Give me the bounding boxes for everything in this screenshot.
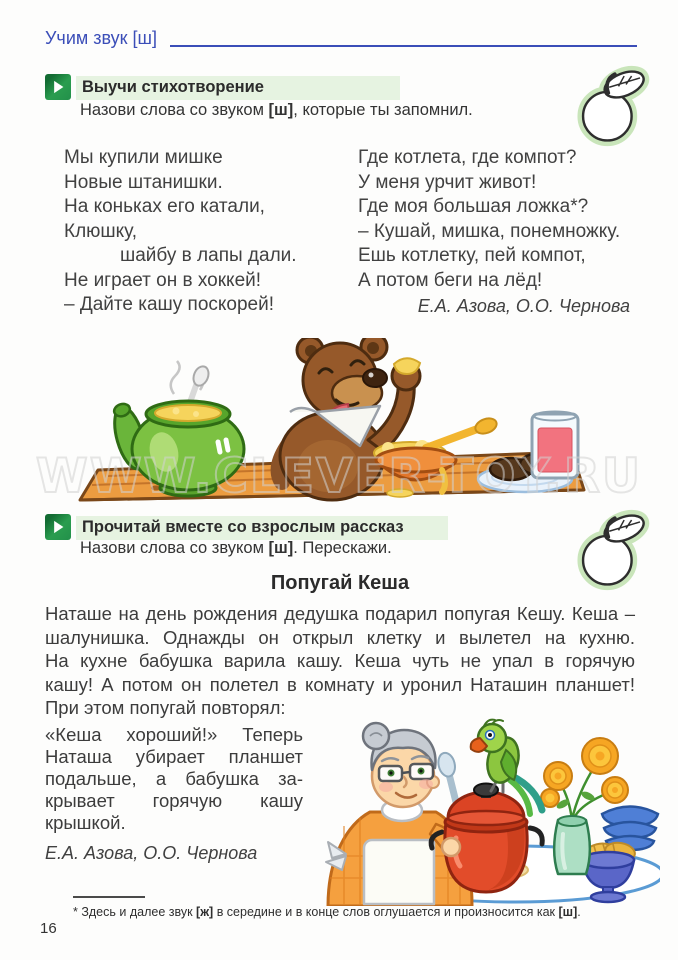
story-line: «Кеша хороший!» Теперь bbox=[45, 724, 303, 745]
poem-line: А потом беги на лёд! bbox=[358, 269, 543, 291]
watermark: WWW.CLEVER-TOY.RU bbox=[35, 449, 643, 504]
grandma-illustration bbox=[300, 706, 660, 906]
apple-sticker-icon bbox=[570, 62, 654, 148]
section1-heading: Выучи стихотворение bbox=[76, 76, 400, 100]
story-wrap-column bbox=[45, 724, 303, 864]
sound-sh: [ш] bbox=[268, 101, 294, 119]
poem-line: У меня урчит живот! bbox=[358, 171, 537, 193]
instruction-text: Назови слова со звуком bbox=[80, 539, 269, 557]
page-number: 16 bbox=[40, 920, 57, 937]
poem-line: – Дайте кашу поскорей! bbox=[64, 294, 275, 315]
story-title: Попугай Кеша bbox=[270, 572, 410, 594]
chevron-right-icon bbox=[48, 517, 68, 537]
sound-zh: [ж] bbox=[196, 905, 214, 919]
instruction-text: . Перескажи. bbox=[293, 539, 392, 557]
footnote-text: . bbox=[577, 905, 581, 919]
footnote-rule bbox=[73, 896, 145, 898]
story-line: При этом попугай повторял: bbox=[45, 697, 286, 718]
instruction-text: Назови слова со звуком bbox=[80, 101, 269, 119]
sound-sh: [ш] bbox=[268, 539, 294, 557]
section1-instruction bbox=[80, 101, 473, 120]
story-line: крывает горячую кашу bbox=[45, 790, 303, 811]
poem-line: Не играет он в хоккей! bbox=[64, 269, 262, 291]
poem-line: Ешь котлетку, пей компот, bbox=[358, 245, 586, 266]
poem-line: Где котлета, где компот? bbox=[358, 147, 577, 168]
header-rule bbox=[170, 45, 637, 47]
story-line: шалунишка. Однажды он открыл клетку и вылетел на кухню. bbox=[45, 626, 635, 648]
footnote-text: * Здесь и далее звук bbox=[73, 905, 197, 919]
page-header-title: Учим звук [ш] bbox=[45, 28, 157, 48]
story-line: подальше, а бабушка за- bbox=[45, 768, 303, 789]
story-line: Наташе на день рождения дедушка подарил попугая Кешу. Кеша – bbox=[45, 603, 635, 624]
task-arrow-icon bbox=[45, 514, 71, 540]
footnote-text: в середине и в конце слов оглушается и произносится как bbox=[213, 905, 559, 919]
story-paragraph bbox=[45, 602, 635, 720]
footnote bbox=[73, 905, 643, 919]
chevron-right-icon bbox=[48, 77, 68, 97]
poem-line: Мы купили мишке bbox=[64, 147, 223, 168]
poem-left-column bbox=[64, 146, 297, 318]
story-line: Наташа убирает планшет bbox=[45, 746, 303, 767]
poem-line: Новые штанишки. bbox=[64, 171, 223, 193]
poem-line: – Кушай, мишка, понемножку. bbox=[358, 220, 621, 242]
story-line: На кухне бабушка варила кашу. Кеша чуть не упал в горячую bbox=[45, 650, 635, 671]
poem-line: шайбу в лапы дали. bbox=[120, 245, 297, 266]
story-line: кашу! А потом он полетел в комнату и уронил Наташин планшет! bbox=[45, 673, 635, 695]
poem-line: На коньках его катали, bbox=[64, 196, 265, 217]
poem-author: Е.А. Азова, О.О. Чернова bbox=[417, 296, 630, 316]
poem-line: Клюшку, bbox=[64, 220, 138, 242]
section2-instruction bbox=[80, 539, 392, 558]
poem-right-column bbox=[358, 146, 630, 319]
instruction-text: , которые ты запомнил. bbox=[293, 101, 473, 119]
story-author: Е.А. Азова, О.О. Чернова bbox=[45, 843, 258, 863]
poem-line: Где моя большая ложка*? bbox=[358, 196, 589, 217]
sound-sh: [ш] bbox=[558, 905, 578, 919]
section2-heading: Прочитай вместе со взрослым рассказ bbox=[76, 516, 448, 540]
task-arrow-icon bbox=[45, 74, 71, 100]
story-line: крышкой. bbox=[45, 812, 126, 833]
